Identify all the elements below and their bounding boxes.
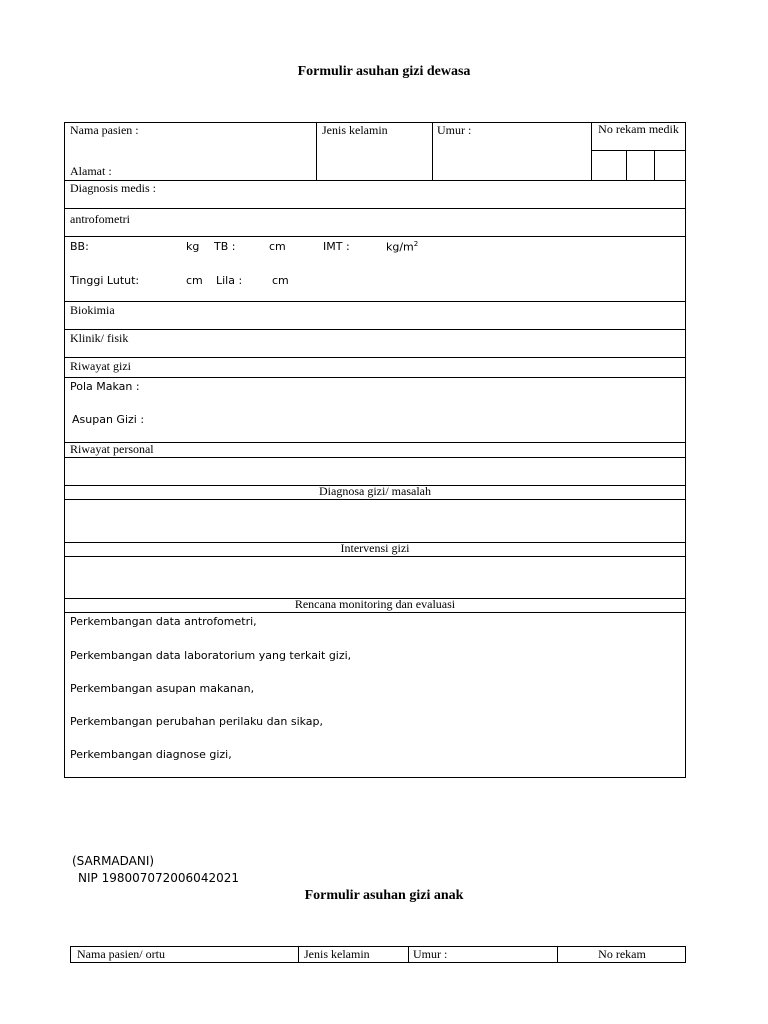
monitoring-item: Perkembangan asupan makanan, bbox=[70, 682, 255, 695]
divider bbox=[298, 947, 299, 962]
form2-table bbox=[70, 946, 686, 963]
form2-title: Formulir asuhan gizi anak bbox=[304, 888, 464, 903]
measurements-row bbox=[65, 236, 685, 301]
divider bbox=[432, 123, 433, 180]
no-rekam-medik-label: No rekam medik bbox=[598, 122, 679, 136]
riwayat-personal-row bbox=[65, 442, 685, 457]
cm-unit: cm bbox=[272, 274, 289, 287]
umur-label: Umur : bbox=[437, 123, 472, 137]
antrofometri-row bbox=[65, 208, 685, 236]
jenis-kelamin-label: Jenis kelamin bbox=[304, 947, 370, 961]
cm-unit: cm bbox=[269, 240, 286, 253]
tb-label: TB : bbox=[214, 240, 236, 253]
intervensi-gizi-entry-row bbox=[65, 556, 685, 598]
alamat-label: Alamat : bbox=[70, 164, 112, 178]
klinik-fisik-label: Klinik/ fisik bbox=[70, 331, 129, 345]
kg-m2-superscript: 2 bbox=[413, 240, 419, 248]
monitoring-item: Perkembangan diagnose gizi, bbox=[70, 748, 232, 761]
nama-pasien-ortu-label: Nama pasien/ ortu bbox=[77, 947, 165, 961]
divider bbox=[654, 151, 655, 180]
umur-label: Umur : bbox=[413, 947, 448, 961]
divider bbox=[316, 123, 317, 180]
monitoring-item: Perkembangan data antrofometri, bbox=[70, 615, 257, 628]
kg-m2-unit-text: kg/m bbox=[386, 240, 414, 254]
kg-unit: kg bbox=[186, 240, 200, 253]
divider bbox=[408, 947, 409, 962]
signature-name: (SARMADANI) bbox=[72, 854, 155, 868]
lila-label: Lila : bbox=[216, 274, 243, 287]
monitoring-items-row bbox=[65, 612, 685, 777]
form1-table bbox=[64, 122, 686, 778]
biokimia-row bbox=[65, 301, 685, 329]
imt-label: IMT : bbox=[323, 240, 350, 253]
jenis-kelamin-label: Jenis kelamin bbox=[322, 123, 388, 137]
klinik-fisik-row bbox=[65, 329, 685, 357]
bb-label: BB: bbox=[70, 240, 89, 253]
kg-m2-unit bbox=[386, 240, 418, 254]
diagnosa-gizi-entry-row bbox=[65, 499, 685, 542]
riwayat-personal-entry-row bbox=[65, 457, 685, 485]
asupan-gizi-label: Asupan Gizi : bbox=[72, 413, 145, 426]
pola-makan-label: Pola Makan : bbox=[70, 380, 140, 393]
pola-asupan-row bbox=[65, 377, 685, 442]
form1-title: Formulir asuhan gizi dewasa bbox=[297, 64, 471, 79]
no-rekam-label: No rekam bbox=[598, 947, 646, 961]
divider bbox=[626, 151, 627, 180]
signature-nip: NIP 198007072006042021 bbox=[78, 871, 239, 885]
nama-pasien-label: Nama pasien : bbox=[70, 123, 139, 137]
antrofometri-label: antrofometri bbox=[70, 212, 130, 226]
diagnosa-gizi-label: Diagnosa gizi/ masalah bbox=[319, 484, 431, 498]
monitoring-item: Perkembangan data laboratorium yang terkait gizi, bbox=[70, 649, 352, 662]
intervensi-gizi-row bbox=[65, 542, 685, 556]
rekam-medik-digit-boxes bbox=[591, 150, 686, 180]
cm-unit: cm bbox=[186, 274, 203, 287]
tinggi-lutut-label: Tinggi Lutut: bbox=[70, 274, 140, 287]
riwayat-gizi-row bbox=[65, 357, 685, 377]
diagnosa-gizi-row bbox=[65, 485, 685, 499]
monitoring-item: Perkembangan perubahan perilaku dan sikap, bbox=[70, 715, 324, 728]
diagnosis-medis-row bbox=[65, 180, 685, 208]
riwayat-personal-label: Riwayat personal bbox=[70, 442, 154, 456]
riwayat-gizi-label: Riwayat gizi bbox=[70, 359, 131, 373]
intervensi-gizi-label: Intervensi gizi bbox=[340, 541, 410, 555]
biokimia-label: Biokimia bbox=[70, 303, 115, 317]
rencana-monitoring-label: Rencana monitoring dan evaluasi bbox=[294, 597, 456, 611]
rencana-monitoring-row bbox=[65, 598, 685, 612]
diagnosis-medis-label: Diagnosis medis : bbox=[70, 181, 156, 195]
patient-header-row bbox=[65, 123, 685, 180]
